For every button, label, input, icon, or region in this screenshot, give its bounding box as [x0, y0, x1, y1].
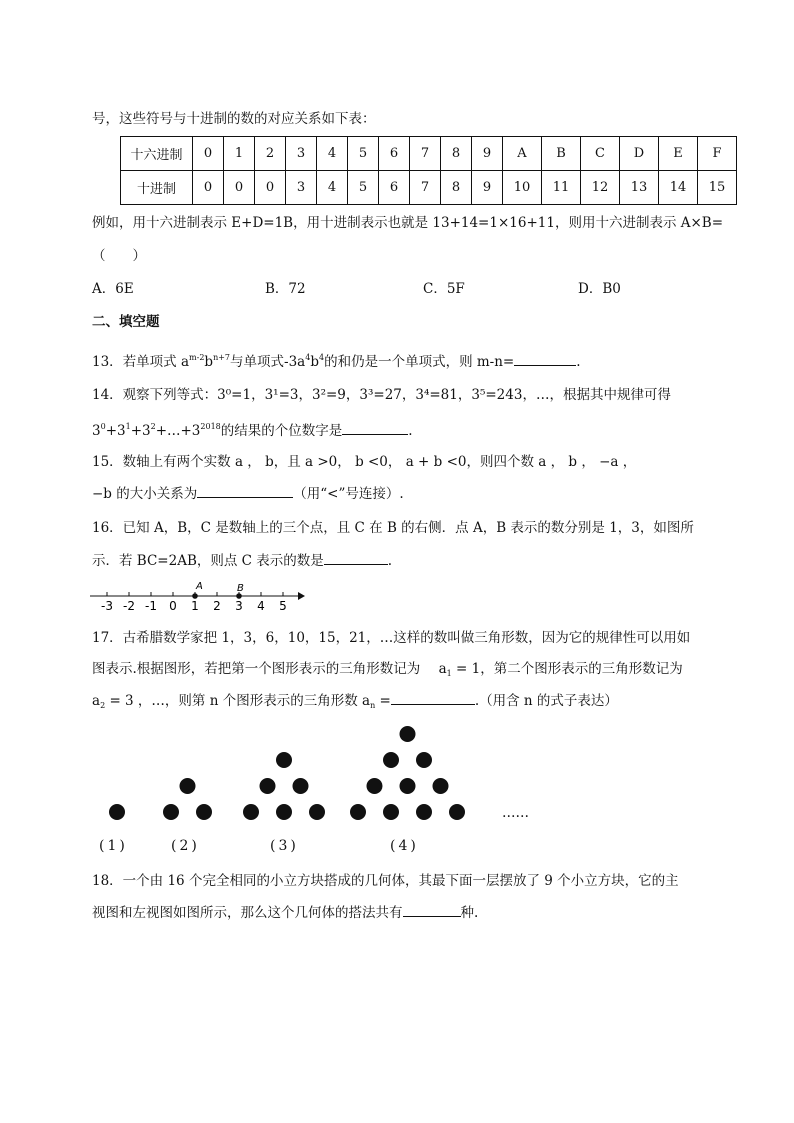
table-cell: 0	[224, 171, 255, 205]
q13-text: 若单项式 a	[122, 354, 190, 370]
table-cell: 3	[286, 171, 317, 205]
figure-label: (1)	[99, 838, 128, 854]
table-cell: D	[620, 137, 659, 171]
q14-end: .	[408, 423, 413, 439]
figure-dot	[350, 804, 366, 820]
q17-a2: a	[92, 693, 101, 709]
question-18-line2	[92, 904, 478, 922]
figure-dot	[309, 804, 325, 820]
q17-text: .（用含 n 的式子表达）	[474, 693, 618, 709]
ellipsis: ……	[502, 805, 529, 821]
figure-dot	[416, 804, 432, 820]
q13-end: .	[576, 354, 581, 370]
table-cell: 0	[193, 137, 224, 171]
table-cell: 5	[348, 137, 379, 171]
number-line-tick-label: 2	[213, 599, 221, 613]
figure-dot	[383, 804, 399, 820]
option-c: C．5F	[423, 281, 465, 297]
figure-label: (4)	[390, 838, 419, 854]
table-cell: A	[503, 137, 542, 171]
table-cell: 10	[503, 171, 542, 205]
figure-dot	[449, 804, 465, 820]
q18-line1: 18．一个由 16 个完全相同的小立方块搭成的几何体，其最下面一层摆放了 9 个小立方块，它的主	[92, 873, 679, 889]
q17-sub: n	[370, 701, 376, 710]
q13-num: 13．	[92, 354, 123, 370]
figure-dot	[400, 778, 416, 794]
intro-text: 号，这些符号与十进制的数的对应关系如下表：	[92, 111, 376, 127]
figure-dot	[400, 726, 416, 742]
table-cell: 8	[441, 137, 472, 171]
section-title: 二、填空题	[92, 314, 160, 330]
table-cell: 8	[441, 171, 472, 205]
table-cell: 6	[379, 171, 410, 205]
q13-exp: m-2	[189, 353, 205, 362]
q13-text: 的和仍是一个单项式，则 m-n=	[324, 354, 515, 370]
number-line-tick-label: -1	[145, 599, 157, 613]
number-line-tick-label: -3	[101, 599, 113, 613]
q14-exp: 2018	[200, 422, 221, 431]
figure-dot	[276, 804, 292, 820]
q16-text: 示．若 BC=2AB，则点 C 表示的数是	[92, 553, 324, 569]
table-cell: 3	[286, 137, 317, 171]
q14-text: 的结果的个位数字是	[220, 423, 343, 439]
table-cell: 0	[193, 171, 224, 205]
q14-text: +3	[105, 423, 126, 439]
table-cell: 6	[379, 137, 410, 171]
option-b: B．72	[265, 281, 306, 297]
q17-eq: = 1	[451, 661, 481, 677]
q17-a1: a	[438, 661, 447, 677]
q17-sub: 2	[100, 701, 106, 710]
figure-dot	[433, 778, 449, 794]
q14-text: 3	[92, 423, 101, 439]
q14-exp: 2	[150, 422, 156, 431]
q12-example: 例如，用十六进制表示 E+D=1B，用十进制表示也就是 13+14=1×16+11，则用十六进制表示 A×B=	[92, 215, 724, 231]
table-cell: 7	[410, 171, 441, 205]
q17-text: =	[375, 693, 391, 709]
figure-dot	[383, 752, 399, 768]
point-a-label: A	[196, 581, 203, 592]
option-a: A．6E	[92, 281, 134, 297]
number-line-tick-label: 4	[257, 599, 265, 613]
q14-exp: 0	[100, 422, 106, 431]
figure-dot	[109, 804, 125, 820]
q17-text: ，第二个图形表示的三角形数记为	[480, 661, 683, 677]
q14-line1: 14．观察下列等式：3⁰=1，3¹=3，3²=9，3³=27，3⁴=81，3⁵=243，…，根据其中规律可得	[92, 387, 671, 403]
option-d: D．B0	[578, 281, 621, 297]
figure-label: (3)	[270, 838, 299, 854]
number-line-tick-label: 0	[169, 599, 177, 613]
answer-blank[interactable]	[403, 904, 461, 917]
table-cell: 11	[542, 171, 581, 205]
table-row-head: 十六进制	[121, 137, 193, 171]
table-cell: 15	[698, 171, 737, 205]
number-line-tick-label: 3	[235, 599, 243, 613]
number-line-tick-label: -2	[123, 599, 135, 613]
table-cell: 9	[472, 171, 503, 205]
q13-text: b	[310, 354, 319, 370]
q13-exp: 4	[318, 353, 325, 362]
q13-text: b	[204, 354, 214, 370]
q17-line1: 17．古希腊数学家把 1，3，6，10，15，21，…这样的数叫做三角形数，因为它的规律性可以用如	[92, 630, 691, 646]
table-cell: 13	[620, 171, 659, 205]
q13-exp: 4	[305, 353, 311, 362]
table-cell: 5	[348, 171, 379, 205]
q13-exp: n+7	[213, 353, 231, 362]
q15-line1: 15．数轴上有两个实数 a ， b，且 a >0， b <0， a + b <0，则四个数 a ， b ， −a ，	[92, 454, 637, 470]
table-cell: E	[659, 137, 698, 171]
figure-dot	[416, 752, 432, 768]
figure-dot	[243, 804, 259, 820]
number-line-tick-label: 1	[191, 599, 199, 613]
figure-label: (2)	[171, 838, 200, 854]
table-cell: 2	[255, 137, 286, 171]
q15-text: −b 的大小关系为	[92, 486, 198, 502]
q14-text: +3	[130, 423, 151, 439]
table-cell: 1	[224, 137, 255, 171]
table-row-head: 十进制	[121, 171, 193, 205]
q17-sub: 1	[446, 669, 452, 678]
q17-text: 图表示.根据图形，若把第一个图形表示的三角形数记为	[92, 661, 421, 677]
figure-dot	[163, 804, 179, 820]
q16-line1: 16．已知 A，B，C 是数轴上的三个点，且 C 在 B 的右侧．点 A，B 表示的数分别是 1，3，如图所	[92, 520, 694, 536]
table-cell: 0	[255, 171, 286, 205]
table-cell: 12	[581, 171, 620, 205]
point-b-label: B	[237, 583, 244, 594]
q17-text: = 3 ，…，则第 n 个图形表示的三角形数 a	[105, 693, 371, 709]
q14-exp: 1	[125, 422, 131, 431]
table-cell: 14	[659, 171, 698, 205]
q18-text: 种.	[460, 905, 479, 921]
q13-text: 与单项式-3a	[230, 354, 306, 370]
table-cell: 4	[317, 171, 348, 205]
figure-dot	[260, 778, 276, 794]
table-cell: 4	[317, 137, 348, 171]
figure-dot	[196, 804, 212, 820]
figure-dot	[180, 778, 196, 794]
figure-dot	[276, 752, 292, 768]
figure-dot	[293, 778, 309, 794]
q16-end: .	[387, 553, 393, 569]
q18-text: 视图和左视图如图所示，那么这个几何体的搭法共有	[92, 905, 403, 921]
table-cell: 7	[410, 137, 441, 171]
number-line-tick-label: 5	[279, 599, 287, 613]
q15-text: （用“<”号连接）.	[293, 486, 404, 502]
table-cell: F	[698, 137, 737, 171]
table-cell: C	[581, 137, 620, 171]
table-cell: B	[542, 137, 581, 171]
figure-dot	[367, 778, 383, 794]
q14-text: +…+3	[155, 423, 201, 439]
q12-paren: （ ）	[92, 248, 146, 264]
table-cell: 9	[472, 137, 503, 171]
